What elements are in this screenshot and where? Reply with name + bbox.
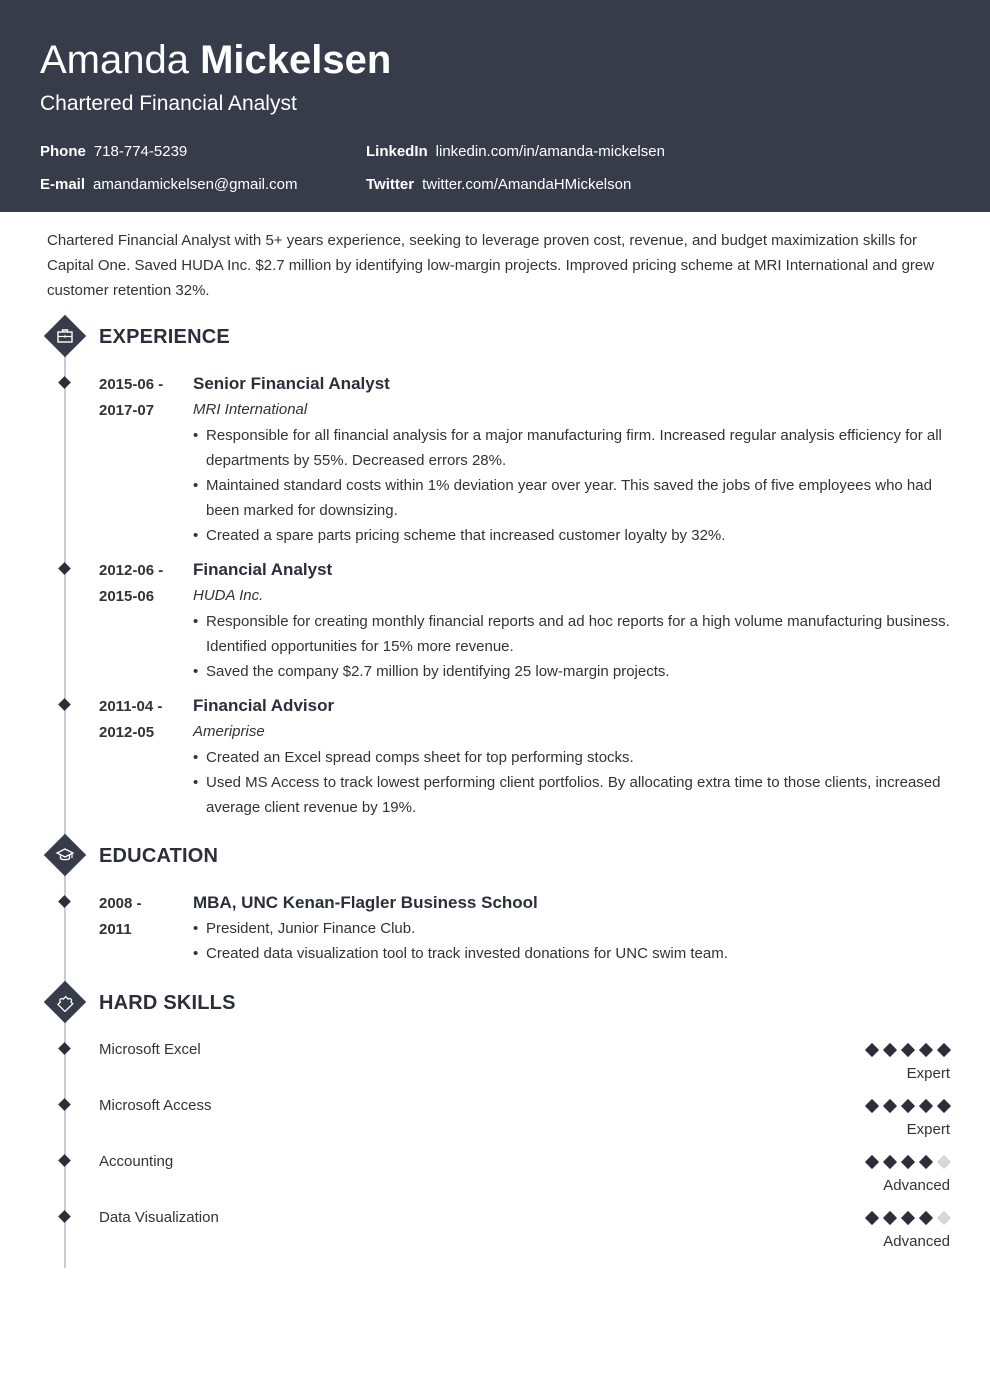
date-end: 2012-05	[99, 724, 155, 741]
bullet-item: • Created an Excel spread comps sheet for top performing stocks.	[193, 745, 953, 770]
first-name: Amanda	[40, 38, 189, 82]
section-title-skills: HARD SKILLS	[99, 992, 236, 1014]
job-company: HUDA Inc.	[193, 587, 264, 604]
rating-diamond-empty	[937, 1155, 951, 1169]
rating-diamond-filled	[901, 1043, 915, 1057]
rating-diamond-filled	[901, 1099, 915, 1113]
contact-label: LinkedIn	[366, 143, 428, 160]
education-bullets	[193, 916, 953, 966]
contact-value: twitter.com/AmandaHMickelson	[422, 176, 632, 193]
bullet-item: • Used MS Access to track lowest performing client portfolios. By allocating extra time to those clients, increased average client revenue by 19%.	[193, 770, 953, 820]
bullet-item: • Created a spare parts pricing scheme that increased customer loyalty by 32%.	[193, 523, 953, 548]
rating-diamond-filled	[901, 1211, 915, 1225]
contact-value: 718-774-5239	[93, 143, 188, 160]
briefcase-icon	[44, 315, 86, 357]
last-name: Mickelsen	[200, 38, 392, 82]
date-end: 2015-06	[99, 588, 155, 605]
rating-diamond-filled	[865, 1211, 879, 1225]
bullet-item: • Responsible for creating monthly financial reports and ad hoc reports for a high volume manufacturing business. Identified opportunities for 15% more revenue.	[193, 609, 953, 659]
summary-text: Chartered Financial Analyst with 5+ years experience, seeking to leverage proven cost, revenue, and budget maximization skills for Capital One. Saved HUDA Inc. $2.7 million by identifying low-margin projects. Improved pricing scheme at MRI International and grew customer retention 32%.	[47, 232, 935, 299]
job-entry	[193, 693, 953, 820]
job-headline: Chartered Financial Analyst	[40, 92, 297, 115]
rating-diamond-filled	[865, 1043, 879, 1057]
resume-header	[0, 0, 990, 212]
rating-diamond-filled	[919, 1211, 933, 1225]
timeline-dot	[58, 895, 71, 908]
rating-diamond-filled	[919, 1043, 933, 1057]
degree-title: MBA, UNC Kenan-Flagler Business School	[193, 893, 538, 912]
skill-level: Expert	[906, 1121, 950, 1138]
job-title: Senior Financial Analyst	[193, 374, 390, 393]
puzzle-icon	[44, 981, 86, 1023]
bullet-item: • Created data visualization tool to track invested donations for UNC swim team.	[193, 941, 953, 966]
job-date	[99, 558, 189, 610]
rating-diamond-filled	[865, 1099, 879, 1113]
skill-level: Expert	[906, 1065, 950, 1082]
skill-rating	[750, 1208, 950, 1253]
job-title: Financial Analyst	[193, 560, 333, 579]
timeline-dot	[58, 1098, 71, 1111]
rating-diamond-filled	[901, 1155, 915, 1169]
education-entry	[193, 890, 953, 966]
rating-diamond-filled	[883, 1043, 897, 1057]
rating-diamond-filled	[883, 1211, 897, 1225]
rating-diamond-filled	[883, 1099, 897, 1113]
skill-name: Data Visualization	[99, 1209, 219, 1226]
contact-linkedin	[366, 142, 665, 162]
rating-diamond-filled	[937, 1043, 951, 1057]
date-end: 2011	[99, 921, 132, 938]
job-company: Ameriprise	[193, 723, 265, 740]
rating-diamond-filled	[883, 1155, 897, 1169]
job-title: Financial Advisor	[193, 696, 335, 715]
skill-rating	[750, 1152, 950, 1197]
contact-value: amandamickelsen@gmail.com	[93, 176, 298, 193]
skill-rating	[750, 1040, 950, 1085]
bullet-item: • Responsible for all financial analysis for a major manufacturing firm. Increased regular analysis efficiency for all departments by 55%. Decreased errors 28%.	[193, 423, 953, 473]
contact-phone	[40, 142, 187, 162]
skill-rating	[750, 1096, 950, 1141]
timeline-dot	[58, 1042, 71, 1055]
contact-label: Twitter	[366, 176, 415, 193]
job-company: MRI International	[193, 401, 308, 418]
job-entry	[193, 371, 953, 548]
skill-name: Microsoft Excel	[99, 1041, 201, 1058]
rating-diamonds	[750, 1152, 950, 1172]
rating-diamond-filled	[919, 1155, 933, 1169]
skill-name: Accounting	[99, 1153, 174, 1170]
section-title-education: EDUCATION	[99, 845, 219, 867]
job-entry	[193, 557, 953, 684]
rating-diamond-filled	[937, 1099, 951, 1113]
timeline-dot	[58, 1210, 71, 1223]
skill-level: Advanced	[883, 1233, 950, 1250]
rating-diamonds	[750, 1208, 950, 1228]
rating-diamonds	[750, 1096, 950, 1116]
job-bullets	[193, 745, 953, 820]
job-date	[99, 372, 189, 424]
bullet-item: • Maintained standard costs within 1% deviation year over year. This saved the jobs of five employees who had been marked for downsizing.	[193, 473, 953, 523]
job-bullets	[193, 423, 953, 548]
timeline-dot	[58, 562, 71, 575]
date-start: 2011-04 -	[99, 698, 163, 715]
contact-value: linkedin.com/in/amanda-mickelsen	[435, 143, 665, 160]
skill-level: Advanced	[883, 1177, 950, 1194]
contact-label: E-mail	[40, 176, 86, 193]
bullet-item: • Saved the company $2.7 million by identifying 25 low-margin projects.	[193, 659, 953, 684]
contact-label: Phone	[40, 143, 86, 160]
timeline-dot	[58, 376, 71, 389]
contact-twitter	[366, 175, 631, 195]
contact-email	[40, 175, 298, 195]
timeline-line	[64, 356, 66, 1268]
rating-diamond-filled	[919, 1099, 933, 1113]
date-start: 2012-06 -	[99, 562, 164, 579]
date-start: 2015-06 -	[99, 376, 164, 393]
education-date	[99, 891, 189, 943]
section-title-experience: EXPERIENCE	[99, 326, 230, 348]
timeline-dot	[58, 698, 71, 711]
rating-diamonds	[750, 1040, 950, 1060]
timeline-dot	[58, 1154, 71, 1167]
date-start: 2008 -	[99, 895, 142, 912]
job-bullets	[193, 609, 953, 684]
bullet-item: • President, Junior Finance Club.	[193, 916, 953, 941]
job-date	[99, 694, 189, 746]
graduation-cap-icon	[44, 834, 86, 876]
rating-diamond-empty	[937, 1211, 951, 1225]
skill-name: Microsoft Access	[99, 1097, 212, 1114]
rating-diamond-filled	[865, 1155, 879, 1169]
candidate-name	[40, 36, 391, 84]
date-end: 2017-07	[99, 402, 155, 419]
